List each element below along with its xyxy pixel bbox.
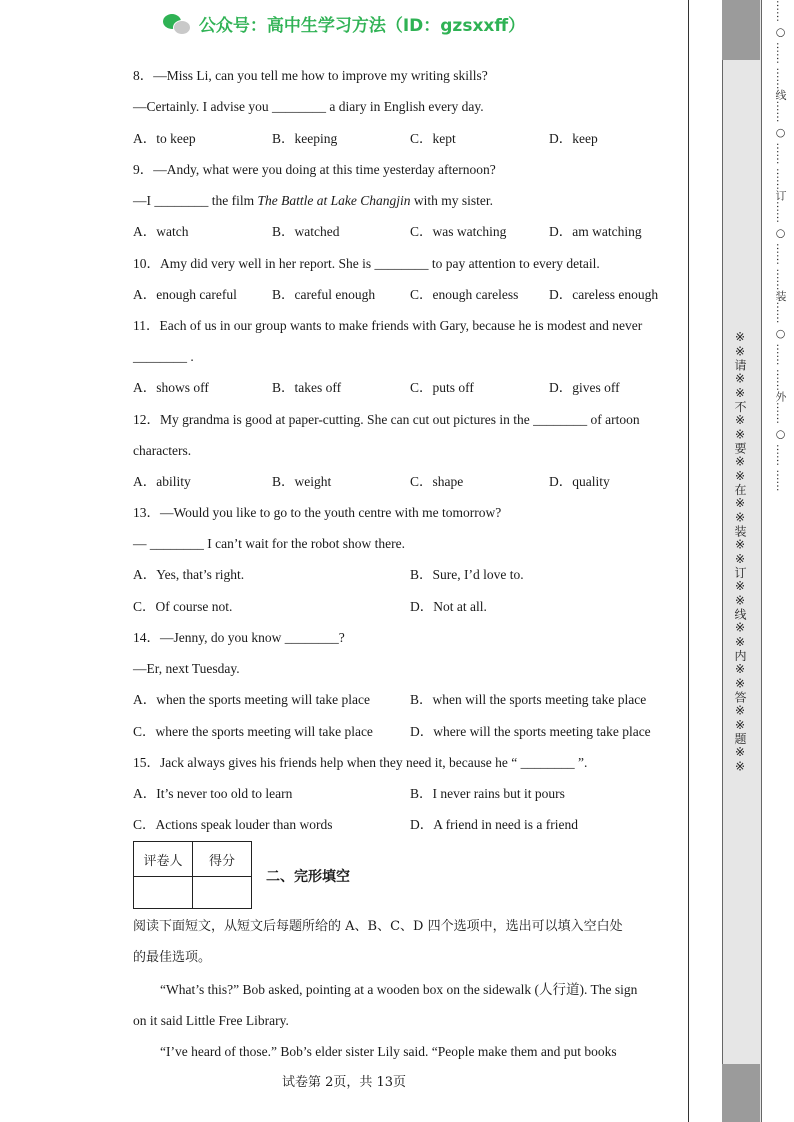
q8-option-c[interactable]: C．kept <box>410 131 456 146</box>
q14-line-1: 14．—Jenny, do you know ________? <box>133 630 345 645</box>
q14-line-2: —Er, next Tuesday. <box>133 661 240 676</box>
q8-line-1: 8．—Miss Li, can you tell me how to improve my writing skills? <box>133 68 488 83</box>
film-title: The Battle at Lake Changjin <box>257 193 411 208</box>
q8-line-2: —Certainly. I advise you ________ a diary in English every day. <box>133 99 484 114</box>
q13-option-a[interactable]: A．Yes, that’s right. <box>133 567 245 582</box>
q15-line-1: 15．Jack always gives his friends help when they need it, because he “ ________ ”. <box>133 755 588 770</box>
page-header <box>0 8 688 38</box>
q8-option-d[interactable]: D．keep <box>549 131 598 146</box>
q10-option-d[interactable]: D．careless enough <box>549 287 659 302</box>
q14-option-c[interactable]: C．where the sports meeting will take place <box>133 724 373 739</box>
binding-dotted-line: …… ○ …… ……线…… ○ …… ……订…… ○ …… ……装…… ○ …… ……外…… ○ …… …… <box>774 0 787 492</box>
q9-line-1: 9．—Andy, what were you doing at this time yesterday afternoon? <box>133 162 496 177</box>
q15-option-a[interactable]: A．It’s never too old to learn <box>133 786 293 801</box>
q13-line-1: 13．—Would you like to go to the youth centre with me tomorrow? <box>133 505 502 520</box>
q12-option-d[interactable]: D．quality <box>549 474 610 489</box>
q13-option-c[interactable]: C．Of course not. <box>133 599 233 614</box>
q10-option-b[interactable]: B．careful enough <box>272 287 376 302</box>
binding-strip-cap-bottom <box>722 1064 760 1122</box>
header-text: 公众号：高中生学习方法（ID：gzsxxff） <box>198 15 526 36</box>
q15-option-b[interactable]: B．I never rains but it pours <box>410 786 565 801</box>
binding-notice: ※※请※※不※※要※※在※※装※※订※※线※※内※※答※※题※※ <box>733 330 747 774</box>
grader-label: 评卷人 <box>134 842 193 877</box>
q13-line-2: — ________ I can’t wait for the robot show there. <box>133 536 405 551</box>
passage-line-1: “What’s this?” Bob asked, pointing at a wooden box on the sidewalk (人行道). The sign <box>160 982 638 997</box>
passage-line-2: on it said Little Free Library. <box>133 1013 289 1028</box>
q13-option-b[interactable]: B．Sure, I’d love to. <box>410 567 524 582</box>
q11-option-c[interactable]: C．puts off <box>410 380 474 395</box>
q13-option-d[interactable]: D．Not at all. <box>410 599 487 614</box>
wechat-icon <box>163 12 193 34</box>
mark-ding: 订 <box>774 190 787 201</box>
instructions-line-2: 的最佳选项。 <box>133 950 212 965</box>
q11-option-d[interactable]: D．gives off <box>549 380 620 395</box>
q14-option-d[interactable]: D．where will the sports meeting take place <box>410 724 651 739</box>
score-label: 得分 <box>193 842 252 877</box>
q10-line-1: 10．Amy did very well in her report. She is ________ to pay attention to every detail. <box>133 256 600 271</box>
page-footer: 试卷第 2页，共 13页 <box>281 1075 407 1090</box>
q9-line-2: —I ________ the film The Battle at Lake Changjin with my sister. <box>133 193 494 208</box>
passage-line-3: “I’ve heard of those.” Bob’s elder sister Lily said. “People make them and put books <box>160 1044 617 1059</box>
q12-line-1: 12．My grandma is good at paper-cutting. She can cut out pictures in the ________ of artoon <box>133 412 640 427</box>
q9-option-b[interactable]: B．watched <box>272 224 340 239</box>
q9-option-c[interactable]: C．was watching <box>410 224 507 239</box>
q10-option-c[interactable]: C．enough careless <box>410 287 519 302</box>
q11-line-1: 11．Each of us in our group wants to make friends with Gary, because he is modest and never <box>133 318 643 333</box>
mark-wai: 外 <box>774 391 787 402</box>
q15-option-d[interactable]: D．A friend in need is a friend <box>410 817 578 832</box>
q15-option-c[interactable]: C．Actions speak louder than words <box>133 817 333 832</box>
q14-option-a[interactable]: A．when the sports meeting will take place <box>133 692 370 707</box>
grader-cell[interactable] <box>134 877 193 909</box>
section-title: 二、完形填空 <box>266 869 350 885</box>
q9-option-a[interactable]: A．watch <box>133 224 189 239</box>
q12-line-2: characters. <box>133 443 192 458</box>
q8-option-a[interactable]: A．to keep <box>133 131 196 146</box>
q12-option-c[interactable]: C．shape <box>410 474 464 489</box>
q10-option-a[interactable]: A．enough careful <box>133 287 237 302</box>
q12-option-b[interactable]: B．weight <box>272 474 332 489</box>
q11-line-2: ________ . <box>133 349 194 364</box>
mark-xian: 线 <box>774 89 787 101</box>
q11-option-b[interactable]: B．takes off <box>272 380 342 395</box>
q14-option-b[interactable]: B．when will the sports meeting take place <box>410 692 647 707</box>
instructions-line-1: 阅读下面短文，从短文后每题所给的 A、B、C、D 四个选项中，选出可以填入空白处 <box>133 919 623 934</box>
q9-option-d[interactable]: D．am watching <box>549 224 642 239</box>
q11-option-a[interactable]: A．shows off <box>133 380 209 395</box>
q12-option-a[interactable]: A．ability <box>133 474 191 489</box>
binding-strip-cap-top <box>722 0 760 60</box>
q8-option-b[interactable]: B．keeping <box>272 131 338 146</box>
score-table <box>133 841 252 909</box>
binding-border <box>688 0 689 1122</box>
mark-zhuang: 装 <box>774 290 787 302</box>
score-cell[interactable] <box>193 877 252 909</box>
